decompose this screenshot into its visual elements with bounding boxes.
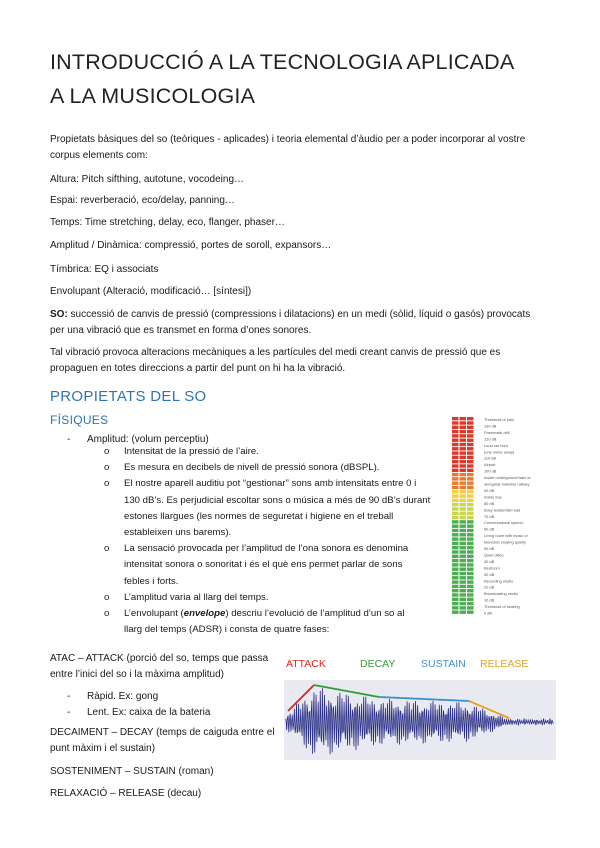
- meter-segment: [460, 486, 467, 489]
- meter-segment: [452, 443, 459, 446]
- meter-segment: [452, 525, 459, 528]
- meter-segment: [460, 434, 467, 437]
- meter-segment: [460, 563, 467, 566]
- meter-segment: [460, 477, 467, 480]
- amplitud-label: Amplitud: (volum perceptiu): [87, 434, 209, 445]
- atac-sub-item: - Ràpid. Ex: gong: [67, 689, 158, 705]
- meter-segment: [460, 606, 467, 609]
- vibration-line-1: Tal vibració provoca alteracions mecàniques a les partícules del medi creant canvis de pressió que es: [50, 347, 501, 358]
- meter-segment: [452, 503, 459, 506]
- meter-segment: [460, 421, 467, 424]
- meter-segment: [467, 464, 474, 467]
- meter-segment: [460, 576, 467, 579]
- meter-segment: [452, 585, 459, 588]
- meter-segment: [467, 598, 474, 601]
- meter-segment: [452, 486, 459, 489]
- meter-segment: [467, 512, 474, 515]
- meter-segment: [452, 460, 459, 463]
- meter-segment: [452, 550, 459, 553]
- release-label: RELEASE: [480, 658, 529, 670]
- meter-segment: [467, 542, 474, 545]
- meter-segment: [467, 525, 474, 528]
- meter-label: Inside underground train or: [484, 475, 531, 481]
- decay-line-1: DECAIMENT – DECAY (temps de caiguda entre el: [50, 727, 275, 738]
- meter-segment: [452, 473, 459, 476]
- meter-segment: [467, 486, 474, 489]
- meter-segment: [452, 576, 459, 579]
- meter-segment: [460, 598, 467, 601]
- meter-segment: [460, 460, 467, 463]
- meter-label: Recording studio: [484, 578, 514, 584]
- meter-segment: [467, 602, 474, 605]
- meter-segment: [452, 482, 459, 485]
- meter-segment: [467, 469, 474, 472]
- meter-segment: [452, 546, 459, 549]
- meter-segment: [452, 421, 459, 424]
- meter-label: Bedroom: [484, 565, 500, 571]
- meter-segment: [452, 499, 459, 502]
- page-title: [50, 45, 570, 113]
- meter-segment: [467, 589, 474, 592]
- sustain-paragraph: SOSTENIMENT – SUSTAIN (roman): [50, 766, 214, 777]
- meter-segment: [460, 482, 467, 485]
- meter-segment: [467, 606, 474, 609]
- so-line-1: successió de canvis de pressió (compressions i dilatacions) en un medi (sòlid, líquid o gasós) provocats: [67, 309, 531, 320]
- meter-segment: [460, 525, 467, 528]
- meter-label: 50 dB: [484, 546, 495, 552]
- meter-segment: [460, 559, 467, 562]
- meter-segment: [452, 602, 459, 605]
- meter-segment: [467, 430, 474, 433]
- meter-segment: [460, 520, 467, 523]
- meter-segment: [467, 585, 474, 588]
- title-line-2: A LA MUSICOLOGIA: [50, 84, 256, 108]
- adsr-waveform-figure: [284, 680, 556, 760]
- heading-propietats: PROPIETATS DEL SO: [50, 388, 207, 405]
- meter-segment: [452, 598, 459, 601]
- meter-segment: [452, 559, 459, 562]
- meter-segment: [460, 611, 467, 614]
- circle-bullet: o: [104, 462, 110, 474]
- meter-segment: [460, 589, 467, 592]
- circle-bullet: o: [104, 591, 110, 603]
- meter-segment: [452, 417, 459, 420]
- meter-segment: [460, 494, 467, 497]
- meter-segment: [452, 533, 459, 536]
- meter-segment: [467, 503, 474, 506]
- meter-segment: [452, 542, 459, 545]
- meter-segment: [460, 568, 467, 571]
- atac-sub-item: - Lent. Ex: caixa de la bateria: [67, 705, 210, 721]
- heading-fisiques: FÍSIQUES: [50, 413, 109, 427]
- meter-segment: [452, 516, 459, 519]
- vibration-line-2: propaguen en totes direccions a partir del punt on hi ha la vibració.: [50, 363, 346, 374]
- meter-label: alongside mainline railway: [484, 481, 530, 487]
- meter-segment: [467, 417, 474, 420]
- meter-segment: [452, 451, 459, 454]
- title-line-1: INTRODUCCIÓ A LA TECNOLOGIA APLICADA: [50, 50, 515, 74]
- property-item-amplitud: Amplitud / Dinàmica: compressió, portes de soroll, expansors…: [50, 240, 332, 251]
- meter-segment: [467, 482, 474, 485]
- meter-segment: [467, 559, 474, 562]
- meter-segment: [467, 456, 474, 459]
- so-label: SO:: [50, 309, 68, 320]
- meter-label: Quiet office: [484, 552, 504, 558]
- decay-label: DECAY: [360, 658, 396, 670]
- meter-label: Threshold of pain: [484, 417, 515, 422]
- meter-segment: [467, 447, 474, 450]
- meter-segment: [460, 469, 467, 472]
- meter-segment: [452, 456, 459, 459]
- meter-segment: [460, 456, 467, 459]
- meter-segment: [460, 542, 467, 545]
- meter-label: Loud car horn: [484, 442, 509, 448]
- intro-line-1: Propietats bàsiques del so (teòriques - aplicades) i teoria elemental d’àudio per a poder incorporar al vostre: [50, 134, 526, 145]
- meter-label: Living room with music or: [484, 533, 528, 539]
- meter-segment: [460, 593, 467, 596]
- release-paragraph: RELAXACIÓ – RELEASE (decau): [50, 788, 202, 799]
- meter-label: 90 dB: [484, 487, 495, 493]
- meter-segment: [452, 611, 459, 614]
- meter-segment: [452, 507, 459, 510]
- meter-label: (one meter away): [484, 449, 515, 455]
- atac-paragraph: [50, 651, 280, 683]
- dash-bullet: -: [67, 691, 71, 702]
- meter-segment: [467, 576, 474, 579]
- meter-segment: [452, 555, 459, 558]
- meter-segment: [460, 533, 467, 536]
- meter-segment: [452, 606, 459, 609]
- list-item: o Es mesura en decibels de nivell de pressió sonora (dBSPL).: [104, 460, 449, 476]
- meter-segment: [467, 611, 474, 614]
- attack-label: ATTACK: [286, 658, 326, 670]
- meter-segment: [460, 439, 467, 442]
- adsr-labels: [286, 658, 556, 674]
- meter-label: Broadcasting studio: [484, 591, 519, 597]
- atac-line-1: ATAC – ATTACK (porció del so, temps que passa: [50, 653, 269, 664]
- meter-segment: [460, 516, 467, 519]
- atac-line-2: entre l’inici del so i la màxima amplitud): [50, 669, 224, 680]
- meter-label: 10 dB: [484, 597, 495, 603]
- meter-segment: [460, 426, 467, 429]
- meter-segment: [460, 499, 467, 502]
- property-item-espai: Espai: reverberació, eco/delay, panning…: [50, 195, 235, 206]
- circle-bullet: o: [104, 446, 110, 457]
- meter-segment: [452, 563, 459, 566]
- meter-label: Inside bus: [484, 494, 502, 500]
- meter-segment: [467, 507, 474, 510]
- meter-segment: [452, 434, 459, 437]
- meter-segment: [460, 529, 467, 532]
- property-item-timbrica: Tímbrica: EQ i associats: [50, 264, 159, 275]
- meter-label: 110 dB: [484, 455, 497, 461]
- so-definition: [50, 307, 550, 339]
- meter-segment: [452, 568, 459, 571]
- meter-segment: [467, 499, 474, 502]
- meter-segment: [452, 464, 459, 467]
- meter-segment: [467, 537, 474, 540]
- meter-segment: [467, 516, 474, 519]
- meter-segment: [467, 568, 474, 571]
- meter-segment: [460, 546, 467, 549]
- meter-segment: [452, 529, 459, 532]
- decibel-meter-figure: [450, 413, 585, 628]
- meter-label: 70 dB: [484, 513, 495, 519]
- meter-segment: [460, 464, 467, 467]
- vibration-paragraph: [50, 345, 550, 377]
- meter-segment: [460, 503, 467, 506]
- meter-segment: [460, 537, 467, 540]
- circle-bullet: o: [104, 478, 110, 490]
- meter-segment: [460, 430, 467, 433]
- envelope-term: envelope: [183, 608, 226, 620]
- meter-segment: [452, 593, 459, 596]
- meter-segment: [452, 589, 459, 592]
- property-item-temps: Temps: Time stretching, delay, eco, flanger, phaser…: [50, 217, 285, 228]
- meter-segment: [452, 426, 459, 429]
- meter-segment: [460, 580, 467, 583]
- meter-segment: [452, 447, 459, 450]
- meter-label: 60 dB: [484, 526, 495, 532]
- so-line-2: per una vibració que es transmet en forma d’ones sonores.: [50, 325, 312, 336]
- dash-bullet: -: [67, 707, 71, 718]
- meter-segment: [460, 490, 467, 493]
- decay-paragraph: [50, 725, 280, 757]
- sustain-label: SUSTAIN: [421, 658, 466, 670]
- meter-segment: [467, 434, 474, 437]
- meter-segment: [460, 507, 467, 510]
- meter-segment: [467, 443, 474, 446]
- meter-segment: [460, 443, 467, 446]
- dash-bullet: -: [67, 434, 71, 445]
- meter-label: Airport: [484, 462, 496, 468]
- meter-label: television playing quietly: [484, 539, 526, 545]
- amplitud-points-list: [104, 444, 449, 638]
- circle-bullet: o: [104, 543, 110, 555]
- meter-segment: [460, 602, 467, 605]
- decay-line-2: punt màxim i el sustain): [50, 743, 156, 754]
- meter-label: 30 dB: [484, 571, 495, 577]
- meter-segment: [452, 572, 459, 575]
- meter-segment: [467, 473, 474, 476]
- meter-segment: [467, 533, 474, 536]
- meter-segment: [467, 572, 474, 575]
- meter-segment: [452, 512, 459, 515]
- meter-label: Conversational speech: [484, 520, 524, 526]
- meter-segment: [452, 477, 459, 480]
- meter-segment: [452, 537, 459, 540]
- meter-segment: [460, 555, 467, 558]
- meter-segment: [467, 520, 474, 523]
- meter-label: 80 dB: [484, 500, 495, 506]
- meter-label: 100 dB: [484, 468, 497, 474]
- meter-segment: [452, 580, 459, 583]
- meter-segment: [460, 447, 467, 450]
- meter-segment: [452, 490, 459, 493]
- meter-label: Pneumatic drill: [484, 429, 510, 435]
- list-item: o Intensitat de la pressió de l’aire.: [104, 444, 449, 460]
- meter-segment: [452, 439, 459, 442]
- meter-segment: [467, 426, 474, 429]
- meter-segment: [467, 546, 474, 549]
- meter-label: 130 dB: [484, 423, 497, 429]
- circle-bullet: o: [104, 608, 110, 620]
- meter-segment: [467, 593, 474, 596]
- intro-paragraph: [50, 132, 550, 164]
- meter-segment: [452, 430, 459, 433]
- meter-segment: [452, 469, 459, 472]
- meter-segment: [467, 439, 474, 442]
- list-item: o L’amplitud varia al llarg del temps.: [104, 590, 449, 606]
- list-item: o El nostre aparell auditiu pot “gestionar” sons amb intensitats entre 0 i 130 dB’s. Es perjudicial escoltar sons o música a més de 90 dB’s durant estones llargues (les normes de seguretat i higiene en el treball estableixen uns barems).: [104, 478, 431, 539]
- meter-segment: [460, 512, 467, 515]
- meter-segment: [467, 494, 474, 497]
- meter-segment: [460, 417, 467, 420]
- property-item-envolupant: Envolupant (Alteració, modificació… [síntesi]): [50, 286, 252, 297]
- property-item-altura: Altura: Pitch sifthing, autotune, vocodeing…: [50, 174, 245, 185]
- meter-segment: [467, 421, 474, 424]
- meter-label: 20 dB: [484, 584, 495, 590]
- meter-segment: [467, 490, 474, 493]
- list-item: o La sensació provocada per l’amplitud de l’ona sonora es denomina intensitat sonora o sonoritat i és el què ens permet parlar de sons febles i forts.: [104, 543, 409, 587]
- intro-line-2: corpus elements com:: [50, 150, 148, 161]
- meter-segment: [467, 550, 474, 553]
- meter-segment: [467, 529, 474, 532]
- meter-label: Threshold of hearing: [484, 604, 520, 610]
- meter-segment: [467, 477, 474, 480]
- meter-label: Busy residential road: [484, 507, 521, 513]
- meter-segment: [460, 572, 467, 575]
- meter-segment: [467, 563, 474, 566]
- meter-segment: [467, 451, 474, 454]
- meter-label: 120 dB: [484, 436, 497, 442]
- meter-segment: [460, 550, 467, 553]
- meter-segment: [467, 555, 474, 558]
- meter-segment: [467, 460, 474, 463]
- meter-segment: [460, 451, 467, 454]
- meter-segment: [467, 580, 474, 583]
- meter-label: 0 dB: [484, 610, 493, 616]
- meter-segment: [460, 473, 467, 476]
- meter-segment: [460, 585, 467, 588]
- meter-segment: [452, 494, 459, 497]
- list-item: o L’envolupant (envelope) descriu l’evolució de l’amplitud d’un so al llarg del temps (ADSR) i consta de quatre fases:: [104, 608, 405, 636]
- meter-label: 40 dB: [484, 558, 495, 564]
- meter-segment: [452, 520, 459, 523]
